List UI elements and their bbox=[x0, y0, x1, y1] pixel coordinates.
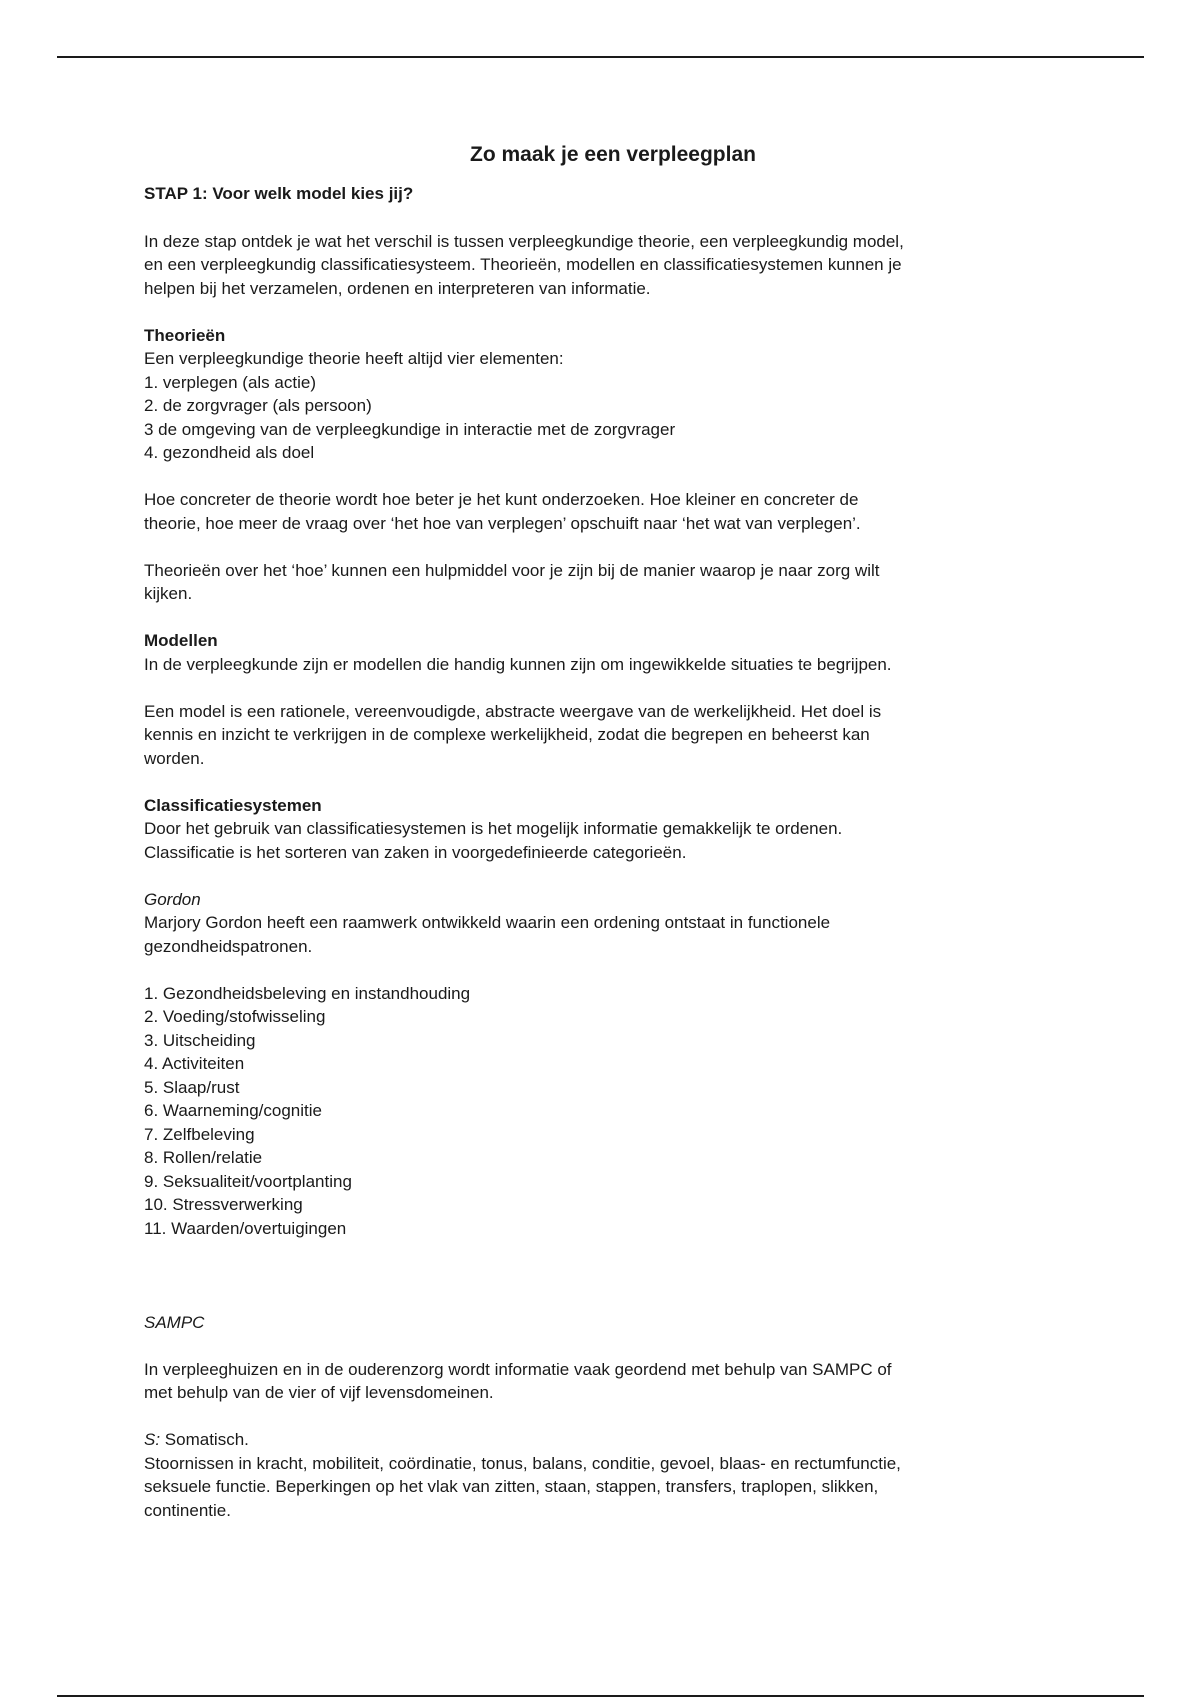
text-line: kennis en inzicht te verkrijgen in de complexe werkelijkheid, zodat die begrepen en beheerst kan bbox=[144, 725, 870, 744]
theories-paragraph-2 bbox=[144, 559, 1064, 606]
top-rule bbox=[57, 56, 1144, 58]
text-line: Een model is een rationele, vereenvoudigde, abstracte weergave van de werkelijkheid. Het doel is bbox=[144, 701, 882, 721]
gordon-patterns-list bbox=[144, 982, 1064, 1241]
text-line: gezondheidspatronen. bbox=[144, 936, 313, 956]
somatic-name: Somatisch. bbox=[160, 1430, 249, 1449]
sampc-somatic bbox=[144, 1428, 1064, 1522]
sampc-heading: SAMPC bbox=[144, 1312, 205, 1332]
list-item: 2. de zorgvrager (als persoon) bbox=[144, 396, 372, 415]
text-line: Classificatie is het sorteren van zaken in voorgedefinieerde categorieën. bbox=[144, 842, 687, 862]
sampc-intro bbox=[144, 1358, 1064, 1405]
list-item: 8. Rollen/relatie bbox=[144, 1148, 263, 1167]
text-line: In deze stap ontdek je wat het verschil is tussen verpleegkundige theorie, een verpleegkundig model, bbox=[144, 231, 904, 251]
text-line: Marjory Gordon heeft een raamwerk ontwikkeld waarin een ordening ontstaat in functionele bbox=[144, 913, 831, 932]
text-line: Stoornissen in kracht, mobiliteit, coördinatie, tonus, balans, conditie, gevoel, blaas- en rectumfunctie, bbox=[144, 1453, 901, 1473]
list-item: 7. Zelfbeleving bbox=[144, 1124, 255, 1144]
text-line: Hoe concreter de theorie wordt hoe beter je het kunt onderzoeken. Hoe kleiner en concreter de bbox=[144, 490, 859, 509]
text-line: Theorieën over het ‘hoe’ kunnen een hulpmiddel voor je zijn bij de manier waarop je naar zorg wilt bbox=[144, 560, 880, 580]
classification-paragraph bbox=[144, 817, 1064, 864]
text-line: In de verpleegkunde zijn er modellen die handig kunnen zijn om ingewikkelde situaties te begrijpen. bbox=[144, 654, 892, 674]
list-item: 4. Activiteiten bbox=[144, 1054, 245, 1073]
step1-intro bbox=[144, 230, 1064, 301]
page-title: Zo maak je een verpleegplan bbox=[470, 143, 756, 166]
text-line: kijken. bbox=[144, 584, 193, 603]
text-line: helpen bij het verzamelen, ordenen en interpreteren van informatie. bbox=[144, 278, 651, 298]
somatic-title bbox=[144, 1428, 1064, 1452]
text-line: worden. bbox=[144, 748, 205, 768]
theories-heading: Theorieën bbox=[144, 325, 226, 345]
text-line: Door het gebruik van classificatiesystemen is het mogelijk informatie gemakkelijk te ordenen. bbox=[144, 819, 843, 838]
list-item: 9. Seksualiteit/voortplanting bbox=[144, 1171, 352, 1191]
list-item: 11. Waarden/overtuigingen bbox=[144, 1218, 347, 1238]
step1-heading: STAP 1: Voor welk model kies jij? bbox=[144, 184, 414, 203]
list-item: 4. gezondheid als doel bbox=[144, 443, 315, 462]
list-item: 3. Uitscheiding bbox=[144, 1030, 256, 1050]
models-paragraph bbox=[144, 700, 1064, 771]
list-item: 10. Stressverwerking bbox=[144, 1195, 303, 1214]
models-lead bbox=[144, 653, 1064, 677]
text-line: seksuele functie. Beperkingen op het vlak van zitten, staan, stappen, transfers, traplopen, slikken, bbox=[144, 1477, 879, 1496]
text-line: Een verpleegkundige theorie heeft altijd vier elementen: bbox=[144, 349, 564, 368]
list-item: 5. Slaap/rust bbox=[144, 1077, 240, 1097]
list-item: 1. Gezondheidsbeleving en instandhouding bbox=[144, 983, 471, 1003]
list-item: 2. Voeding/stofwisseling bbox=[144, 1007, 326, 1026]
list-item: 6. Waarneming/cognitie bbox=[144, 1101, 322, 1120]
classification-heading: Classificatiesystemen bbox=[144, 795, 322, 815]
theories-paragraph-1 bbox=[144, 488, 1064, 535]
models-heading: Modellen bbox=[144, 631, 218, 650]
bottom-rule bbox=[57, 1695, 1144, 1697]
document-body bbox=[144, 140, 1064, 1522]
text-line: theorie, hoe meer de vraag over ‘het hoe van verplegen’ opschuift naar ‘het wat van verplegen’. bbox=[144, 513, 861, 533]
gordon-heading: Gordon bbox=[144, 889, 201, 909]
text-line: In verpleeghuizen en in de ouderenzorg wordt informatie vaak geordend met behulp van SAMPC of bbox=[144, 1359, 892, 1379]
list-item: 3 de omgeving van de verpleegkundige in interactie met de zorgvrager bbox=[144, 419, 676, 439]
list-item: 1. verplegen (als actie) bbox=[144, 372, 316, 392]
gordon-paragraph bbox=[144, 911, 1064, 958]
theories-list bbox=[144, 347, 1064, 465]
text-line: continentie. bbox=[144, 1500, 231, 1520]
somatic-label: S: bbox=[144, 1430, 161, 1449]
text-line: met behulp van de vier of vijf levensdomeinen. bbox=[144, 1383, 494, 1402]
text-line: en een verpleegkundig classificatiesysteem. Theorieën, modellen en classificatiesystemen kunnen je bbox=[144, 255, 902, 274]
